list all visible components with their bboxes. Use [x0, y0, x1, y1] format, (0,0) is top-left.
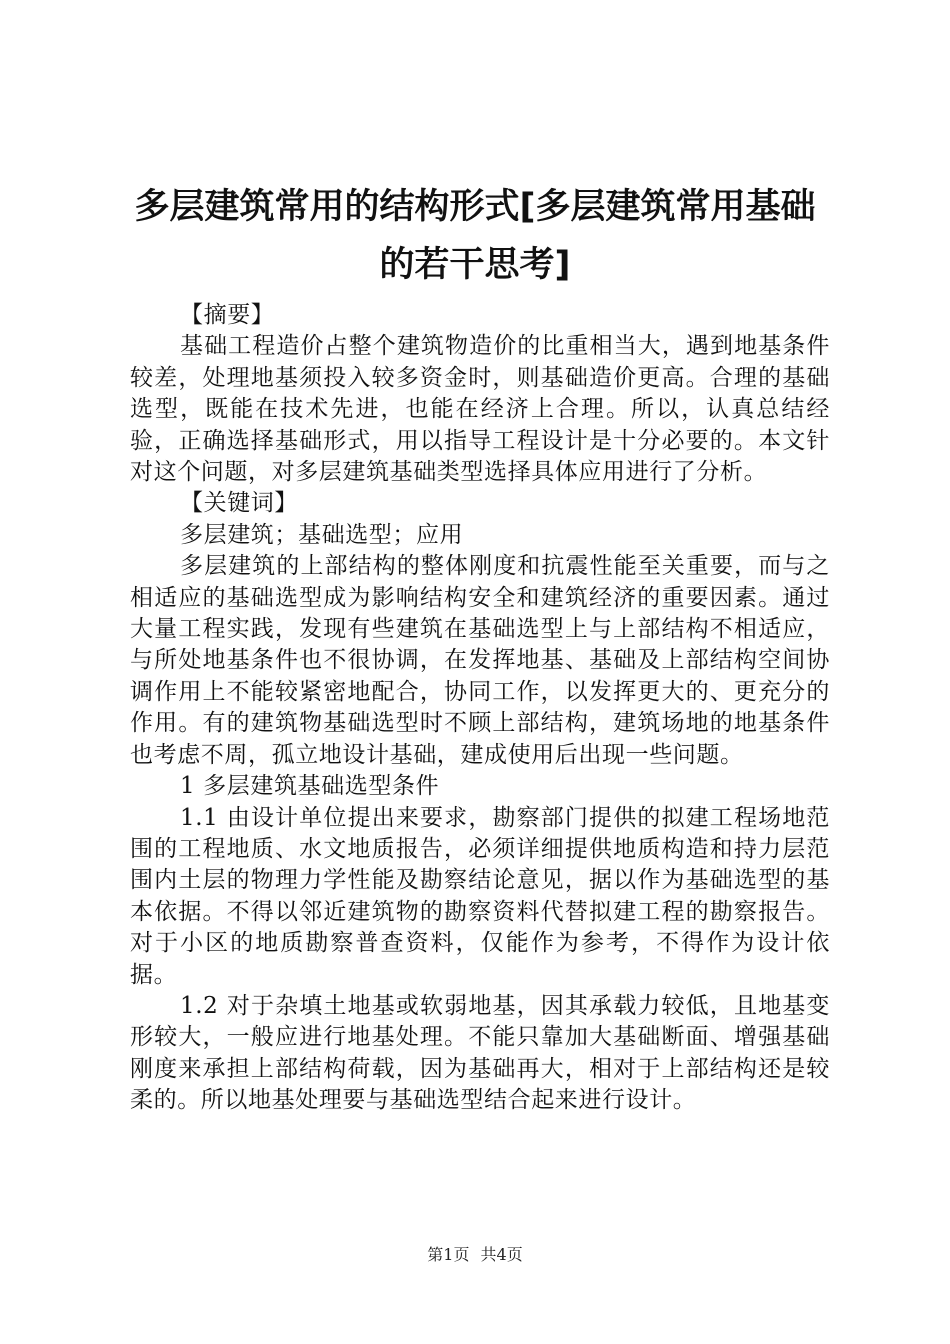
section-1-2-paragraph: 1.2 对于杂填土地基或软弱地基，因其承载力较低，且地基变形较大，一般应进行地基处理。不能只靠加大基础断面、增强基础刚度来承担上部结构荷载，因为基础再大，相对于上部结构还是较柔的。所以地基处理要与基础选型结合起来进行设计。 [130, 992, 830, 1114]
page-number: 第1页 [427, 1245, 470, 1264]
abstract-heading: 【摘要】 [180, 302, 275, 328]
page-total: 共4页 [480, 1245, 523, 1264]
keywords-heading: 【关键词】 [180, 490, 298, 517]
document-title [120, 178, 830, 294]
intro-paragraph: 多层建筑的上部结构的整体刚度和抗震性能至关重要，而与之相适应的基础选型成为影响结构安全和建筑经济的重要因素。通过大量工程实践，发现有些建筑在基础选型上与上部结构不相适应，与所处地基条件也不很协调，在发挥地基、基础及上部结构空间协调作用上不能较紧密地配合，协同工作，以发挥更大的、更充分的作用。有的建筑物基础选型时不顾上部结构，建筑场地的地基条件也考虑不周，孤立地设计基础，建成使用后出现一些问题。 [130, 553, 830, 768]
page-footer [0, 1245, 950, 1265]
keywords-text: 多层建筑；基础选型；应用 [180, 521, 464, 548]
title-line-2: 的若干思考] [379, 245, 571, 285]
abstract-text: 基础工程造价占整个建筑物造价的比重相当大，遇到地基条件较差，处理地基须投入较多资金时，则基础造价更高。合理的基础选型，既能在技术先进，也能在经济上合理。所以，认真总结经验，正确选择基础形式，用以指导工程设计是十分必要的。本文针对这个问题，对多层建筑基础类型选择具体应用进行了分析。 [130, 333, 830, 486]
section-1-1-paragraph: 1.1 由设计单位提出来要求，勘察部门提供的拟建工程场地范围的工程地质、水文地质报告，必须详细提供地质构造和持力层范围内土层的物理力学性能及勘察结论意见，据以作为基础选型的基本依据。不得以邻近建筑物的勘察资料代替拟建工程的勘察报告。对于小区的地质勘察普查资料，仅能作为参考，不得作为设计依据。 [130, 804, 830, 988]
section-1-heading: 1 多层建筑基础选型条件 [180, 773, 440, 800]
title-line-1: 多层建筑常用的结构形式[多层建筑常用基础 [134, 187, 816, 227]
document-body [130, 300, 830, 1117]
